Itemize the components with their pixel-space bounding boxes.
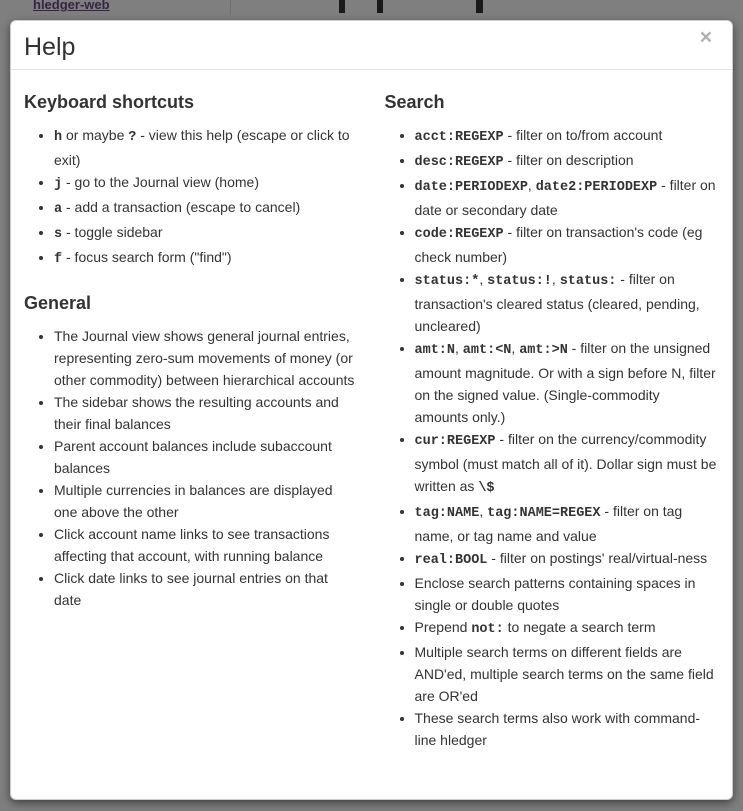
text-run: The sidebar shows the resulting accounts and their final balances <box>54 394 339 432</box>
text-run: , <box>479 503 488 519</box>
list-item <box>415 268 718 337</box>
text-run: - filter on transaction's code (eg check number) <box>414 224 703 265</box>
text-run: These search terms also work with command-line hledger <box>414 710 701 748</box>
list-item <box>415 500 718 547</box>
list-item <box>415 707 718 751</box>
code-term: real:BOOL <box>414 553 488 568</box>
text-run: , <box>455 340 463 356</box>
list-item <box>54 221 357 246</box>
text-run: or maybe <box>62 127 129 143</box>
code-term: h <box>54 130 63 145</box>
list-item <box>415 547 718 572</box>
text-run: - filter on tag name, or tag name and value <box>414 503 683 544</box>
modal-body <box>11 70 732 792</box>
text-run: - focus search form ("find") <box>62 249 232 265</box>
code-term: amt:>N <box>519 343 568 358</box>
list-item <box>415 641 718 707</box>
list-item <box>54 479 357 523</box>
code-term: desc:REGEXP <box>414 155 504 170</box>
list-item <box>54 523 357 567</box>
list-item <box>54 196 357 221</box>
code-term: status:* <box>414 274 480 289</box>
text-run: - toggle sidebar <box>62 224 163 240</box>
list-item <box>54 124 357 171</box>
code-term: tag:NAME=REGEX <box>487 506 601 521</box>
text-run: - go to the Journal view (home) <box>62 174 259 190</box>
text-run: The Journal view shows general journal entries, representing zero-sum movements of money (or other commodity) between hierarchical accounts <box>54 328 355 388</box>
modal-title: Help <box>24 33 76 61</box>
text-run: - filter on transaction's cleared status (cleared, pending, uncleared) <box>414 271 700 334</box>
list-item <box>415 337 718 428</box>
code-term: not: <box>471 622 504 637</box>
close-icon[interactable]: × <box>699 26 712 49</box>
code-term: ? <box>128 130 137 145</box>
text-run: - filter on the unsigned amount magnitude. Or with a sign before N, filter on the signed value. (Single-commodity amounts only.) <box>414 340 716 425</box>
code-term: a <box>54 202 63 217</box>
text-run: , <box>527 177 536 193</box>
text-run: - add a transaction (escape to cancel) <box>62 199 301 215</box>
section-heading-search: Search <box>384 92 445 112</box>
text-run: Multiple currencies in balances are displayed one above the other <box>54 482 333 520</box>
help-modal <box>10 20 733 800</box>
text-run: - filter on description <box>503 152 634 168</box>
general-list <box>24 325 357 611</box>
code-term: \$ <box>478 481 495 496</box>
code-term: date:PERIODEXP <box>414 180 528 195</box>
code-term: f <box>54 252 63 267</box>
list-item <box>415 124 718 149</box>
text-run: Parent account balances include subaccount balances <box>54 438 332 476</box>
list-item <box>54 391 357 435</box>
text-run: to negate a search term <box>503 619 656 635</box>
text-run: Click date links to see journal entries on that date <box>54 570 328 608</box>
text-run: Prepend <box>414 619 472 635</box>
list-item <box>415 149 718 174</box>
text-run: - filter on date or secondary date <box>414 177 716 218</box>
text-run: Enclose search patterns containing spaces in single or double quotes <box>414 575 696 613</box>
list-item <box>415 572 718 616</box>
text-run: - filter on to/from account <box>503 127 663 143</box>
right-column <box>372 70 733 792</box>
text-run: Multiple search terms on different fields are AND'ed, multiple search terms on the same field are OR'ed <box>414 644 714 704</box>
code-term: s <box>54 227 63 242</box>
list-item <box>415 221 718 268</box>
code-term: date2:PERIODEXP <box>535 180 658 195</box>
list-item <box>54 171 357 196</box>
code-term: j <box>54 177 63 192</box>
list-item <box>415 174 718 221</box>
text-run: Click account name links to see transactions affecting that account, with running balance <box>54 526 330 564</box>
list-item <box>54 435 357 479</box>
modal-header <box>11 21 732 70</box>
code-term: amt:<N <box>462 343 512 358</box>
code-term: cur:REGEXP <box>414 434 496 449</box>
list-item <box>415 616 718 641</box>
code-term: tag:NAME <box>414 506 480 521</box>
text-run: - filter on postings' real/virtual-ness <box>487 550 708 566</box>
code-term: acct:REGEXP <box>414 130 504 145</box>
text-run: , <box>551 271 560 287</box>
search-list <box>385 124 718 751</box>
code-term: amt:N <box>414 343 456 358</box>
list-item <box>54 246 357 271</box>
section-heading-keyboard-shortcuts: Keyboard shortcuts <box>24 92 195 112</box>
text-run: - filter on the currency/commodity symbol (must match all of it). Dollar sign must be written as <box>414 431 717 494</box>
section-heading-general: General <box>24 293 92 313</box>
keyboard-shortcuts-list <box>24 124 357 271</box>
list-item <box>54 325 357 391</box>
code-term: status:! <box>487 274 552 289</box>
list-item <box>54 567 357 611</box>
text-run: , <box>479 271 488 287</box>
list-item <box>415 428 718 500</box>
code-term: code:REGEXP <box>414 227 504 242</box>
left-column <box>11 70 372 792</box>
code-term: status: <box>559 274 617 289</box>
text-run: , <box>511 340 520 356</box>
text-run: - view this help (escape or click to exit) <box>54 127 350 168</box>
